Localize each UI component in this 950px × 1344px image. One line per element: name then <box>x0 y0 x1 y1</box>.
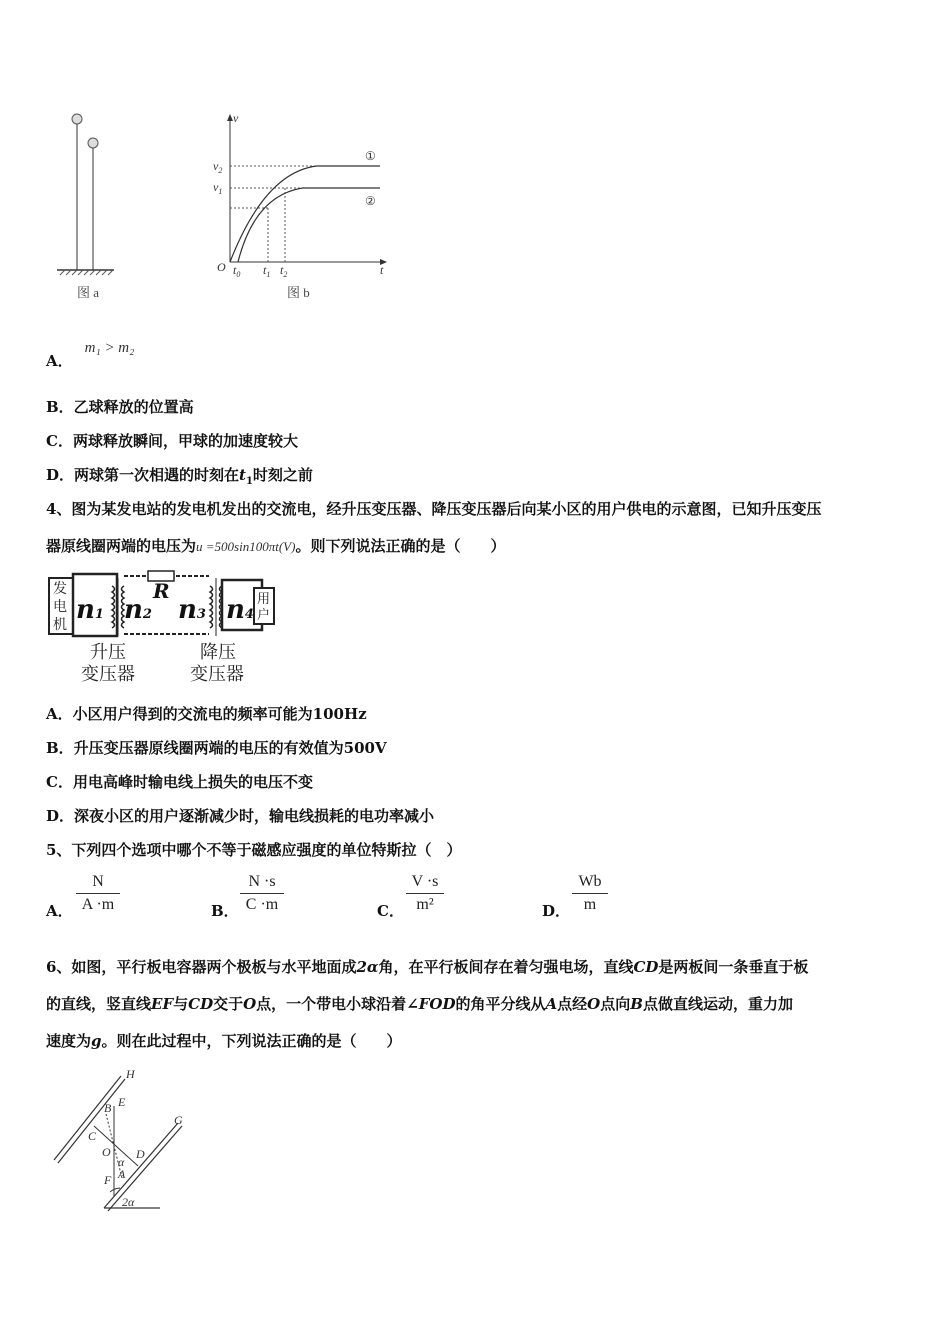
q4-stem-pre: 器原线圈两端的电压为 <box>46 537 197 555</box>
label-a: A <box>118 1167 126 1181</box>
q3-option-d-var: t <box>239 466 246 484</box>
lower-plate <box>104 1123 182 1211</box>
q5-option-b-den: C ·m <box>245 896 279 913</box>
line-cd <box>94 1126 138 1166</box>
q5-stem: 5、下列四个选项中哪个不等于磁感应强度的单位特斯拉（ ） <box>46 841 462 859</box>
coil-1 <box>112 586 115 628</box>
n3-label: n3 <box>178 595 206 625</box>
curve-1-label: ① <box>365 149 376 163</box>
q5-option-d-fraction <box>572 873 608 914</box>
fig-b-caption: 图 b <box>287 285 310 300</box>
t2-label: $t_2$ <box>280 263 288 279</box>
label-o: O <box>102 1145 111 1159</box>
label-e: E <box>118 1095 126 1109</box>
q5-option-a-den: A ·m <box>81 896 115 913</box>
label-2alpha: 2α <box>122 1195 135 1209</box>
q5-option-b-fraction <box>240 873 284 914</box>
q4-option-a: A．小区用户得到的交流电的频率可能为100Hz <box>46 705 367 723</box>
q4-option-b: B．升压变压器原线圈两端的电压的有效值为500V <box>46 739 387 757</box>
q6-stem-line3: 速度为g。则在此过程中，下列说法正确的是（ ） <box>46 1032 402 1050</box>
q5-option-c-label: C． <box>377 902 404 920</box>
q5-option-d-num: Wb <box>578 873 602 890</box>
r-label: R <box>153 579 170 603</box>
fig-a-caption: 图 a <box>77 285 100 300</box>
n2-label: n2 <box>124 595 152 625</box>
v2-label: $v_2$ <box>213 159 223 175</box>
q5-option-c-fraction <box>406 873 444 914</box>
q3-option-a <box>46 340 135 370</box>
label-f: F <box>104 1173 112 1187</box>
label-d: D <box>136 1147 145 1161</box>
figure-a <box>52 108 132 308</box>
generator-text: 发电机 <box>53 581 67 633</box>
t1-label: $t_1$ <box>263 263 271 279</box>
q4-option-c: C．用电高峰时输电线上损失的电压不变 <box>46 773 313 791</box>
q6-stem <box>46 949 908 1060</box>
t0-label: $t_0$ <box>233 263 241 279</box>
label-h: H <box>126 1068 135 1081</box>
q5-option-b-num: N ·s <box>248 873 276 890</box>
q4-option-d: D．深夜小区的用户逐渐减少时，输电线损耗的电功率减小 <box>46 807 435 825</box>
q5-option-d-den: m <box>583 896 597 913</box>
ball-jia <box>72 114 82 124</box>
q5-option-a-fraction <box>76 873 120 914</box>
q3-option-b: B．乙球释放的位置高 <box>46 398 194 416</box>
user-text: 用户 <box>257 592 271 623</box>
curve-1 <box>230 166 380 262</box>
curve-2 <box>238 188 380 262</box>
q4-stem-post: 。则下列说法正确的是（ ） <box>295 537 506 555</box>
label-alpha: α <box>118 1155 125 1169</box>
origin-label: O <box>217 260 226 274</box>
step-down-label-2: 变压器 <box>190 664 244 685</box>
q5-option-a-num: N <box>92 873 104 890</box>
q3-option-d-post: 时刻之前 <box>252 466 313 484</box>
capacitor-diagram <box>46 1068 196 1213</box>
step-up-label-2: 变压器 <box>81 664 135 685</box>
q3-option-d <box>46 464 313 487</box>
q5-option-b-label: B． <box>211 902 239 920</box>
q3-option-d-pre: D．两球第一次相遇的时刻在 <box>46 466 240 484</box>
curve-2-label: ② <box>365 194 376 208</box>
label-b: B <box>104 1101 112 1115</box>
q3-option-d-sub: 1 <box>245 476 253 487</box>
n4-label: n4 <box>226 595 254 625</box>
q4-stem-line2 <box>46 535 505 556</box>
coil-3 <box>210 586 213 628</box>
figure-b <box>205 110 405 305</box>
q5-option-c-num: V ·s <box>411 873 439 890</box>
q4-stem-line1: 4、图为某发电站的发电机发出的交流电，经升压变压器、降压变压器后向某小区的用户供电的示意图，已知升压变压 <box>46 500 822 518</box>
axis-t-label: t <box>380 263 384 277</box>
label-c: C <box>88 1129 97 1143</box>
q3-option-a-math: m₁ > m₂ <box>84 340 135 356</box>
q6-stem-line1: 6、如图，平行板电容器两个极板与水平地面成2α角，在平行板间存在着匀强电场，直线CD是两板间一条垂直于板 <box>46 958 809 976</box>
q5-option-d-label: D． <box>542 902 571 920</box>
q3-option-c: C．两球释放瞬间，甲球的加速度较大 <box>46 432 298 450</box>
axis-v-label: v <box>233 111 239 125</box>
q4-voltage-formula: u =500sin100πt(V) <box>196 539 296 554</box>
q5-option-a-label: A． <box>46 902 73 920</box>
ball-yi <box>88 138 98 148</box>
transformer-diagram <box>46 568 286 686</box>
label-g: G <box>174 1113 183 1127</box>
q5-option-c-den: m² <box>416 896 434 913</box>
v1-label: $v_1$ <box>213 180 223 196</box>
step-up-label-1: 升压 <box>90 642 126 663</box>
q6-stem-line2: 的直线，竖直线EF与CD交于O点，一个带电小球沿着∠FOD的角平分线从A点经O点向B点做直线运动，重力加 <box>46 995 793 1013</box>
q3-option-a-label: A． <box>46 352 73 370</box>
n1-label: n1 <box>76 595 104 625</box>
step-down-label-1: 降压 <box>200 642 236 663</box>
